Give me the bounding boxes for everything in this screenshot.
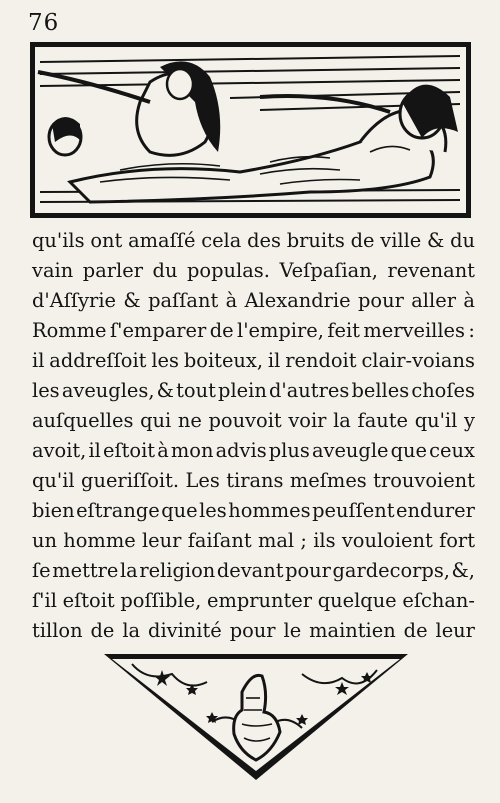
word: faute xyxy=(357,409,409,432)
word: ville xyxy=(380,229,422,252)
body-text xyxy=(32,226,475,646)
woodcut-illustration-top xyxy=(30,42,471,218)
text-line xyxy=(32,436,475,466)
word: l'empire, xyxy=(237,319,324,342)
woodcut-illustration-bottom xyxy=(102,652,410,782)
word: feit xyxy=(327,319,360,342)
word: la xyxy=(122,619,141,642)
word: la xyxy=(333,409,351,432)
text-line xyxy=(32,226,475,256)
word: devant xyxy=(216,559,284,582)
word: poſſible, xyxy=(120,589,202,612)
word: tillon xyxy=(32,619,83,642)
word: plus xyxy=(268,439,310,462)
text-line xyxy=(32,586,475,616)
word: clair-voians xyxy=(361,349,475,372)
word: : xyxy=(468,319,475,342)
word: ſ'il xyxy=(32,589,57,612)
word: & xyxy=(427,229,445,252)
word: ne xyxy=(177,409,202,432)
word: advis xyxy=(215,439,267,462)
word: belles xyxy=(351,379,410,402)
word: cela xyxy=(201,229,242,252)
word: qu'il xyxy=(32,469,75,492)
word: pour xyxy=(285,559,331,582)
word: eſtoit xyxy=(102,439,156,462)
word: tirans xyxy=(226,469,284,492)
word: eſtoit xyxy=(62,589,115,612)
text-line xyxy=(32,496,475,526)
word: auſquelles xyxy=(32,409,134,432)
word: de xyxy=(350,229,375,252)
word: aveugles, xyxy=(61,379,155,402)
word: & xyxy=(156,379,174,402)
word: fort xyxy=(439,529,475,552)
word: pouvoit xyxy=(208,409,282,432)
word: de xyxy=(209,319,234,342)
word: du xyxy=(152,259,178,282)
word: bruits xyxy=(286,229,345,252)
word: meſmes xyxy=(289,469,367,492)
word: à xyxy=(157,439,169,462)
word: du xyxy=(450,229,475,252)
word: divinité xyxy=(148,619,222,642)
word: homme xyxy=(63,529,136,552)
text-line xyxy=(32,406,475,436)
word: Veſpaſian, xyxy=(279,259,378,282)
word: que xyxy=(161,499,198,522)
word: quelque xyxy=(317,589,397,612)
word: les xyxy=(199,499,227,522)
word: mon xyxy=(170,439,214,462)
word: d'Aſſyrie xyxy=(32,289,117,312)
word: gardecorps, xyxy=(332,559,450,582)
word: il xyxy=(267,349,281,372)
text-line xyxy=(32,376,475,406)
word: religion xyxy=(139,559,216,582)
text-line xyxy=(32,286,475,316)
page-number: 76 xyxy=(28,10,60,36)
word: merveilles xyxy=(363,319,465,342)
word: de xyxy=(403,619,428,642)
word: il xyxy=(32,349,45,372)
word: à xyxy=(225,289,238,312)
word: populas. xyxy=(187,259,270,282)
word: y xyxy=(463,409,475,432)
word: eſtrange xyxy=(76,499,160,522)
word: bien xyxy=(32,499,75,522)
word: qu'ils xyxy=(32,229,85,252)
word: hommes xyxy=(228,499,311,522)
word: paſſant xyxy=(148,289,219,312)
text-line xyxy=(32,616,475,646)
word: gueriſſoit. xyxy=(81,469,180,492)
word: vouloient xyxy=(341,529,433,552)
word: parler xyxy=(82,259,143,282)
text-line xyxy=(32,556,475,586)
word: les xyxy=(151,349,179,372)
word: d'autres xyxy=(268,379,350,402)
word: &, xyxy=(451,559,475,582)
word: boiteux, xyxy=(183,349,264,372)
word: ont xyxy=(90,229,123,252)
word: un xyxy=(32,529,57,552)
word: leur xyxy=(141,529,182,552)
text-line xyxy=(32,346,475,376)
word: des xyxy=(247,229,281,252)
word: trouvoient xyxy=(373,469,475,492)
word: Romme xyxy=(32,319,107,342)
word: voir xyxy=(288,409,327,432)
word: mettre xyxy=(52,559,119,582)
word: la xyxy=(119,559,138,582)
word: que xyxy=(390,439,428,462)
word: aveugle xyxy=(311,439,389,462)
word: maintien xyxy=(309,619,396,642)
text-line xyxy=(32,466,475,496)
word: amaſſé xyxy=(128,229,196,252)
word: ſ'emparer xyxy=(109,319,207,342)
text-line xyxy=(32,526,475,556)
word: Alexandrie xyxy=(244,289,351,312)
word: ceux xyxy=(429,439,475,462)
word: qu'il xyxy=(414,409,458,432)
word: & xyxy=(123,289,141,312)
word: pour xyxy=(358,289,404,312)
word: plein xyxy=(218,379,267,402)
word: emprunter xyxy=(206,589,313,612)
word: ils xyxy=(313,529,336,552)
word: choſes xyxy=(411,379,475,402)
text-line xyxy=(32,316,475,346)
word: à xyxy=(463,289,475,312)
word: ; xyxy=(300,529,307,552)
word: eſchan- xyxy=(402,589,475,612)
word: tout xyxy=(176,379,216,402)
word: leur xyxy=(435,619,475,642)
word: ſe xyxy=(32,559,51,582)
text-line xyxy=(32,256,475,286)
word: endurer xyxy=(396,499,475,522)
word: il xyxy=(88,439,101,462)
word: Les xyxy=(185,469,220,492)
word: qui xyxy=(140,409,172,432)
word: faiſant xyxy=(187,529,252,552)
word: les xyxy=(32,379,60,402)
word: vain xyxy=(32,259,74,282)
word: aller xyxy=(411,289,456,312)
word: addreſſoit xyxy=(49,349,147,372)
word: avoit, xyxy=(32,439,87,462)
word: peuſſent xyxy=(312,499,395,522)
word: mal xyxy=(257,529,295,552)
word: de xyxy=(90,619,115,642)
word: revenant xyxy=(387,259,475,282)
word: rendoit xyxy=(285,349,357,372)
word: pour xyxy=(229,619,276,642)
word: le xyxy=(283,619,302,642)
